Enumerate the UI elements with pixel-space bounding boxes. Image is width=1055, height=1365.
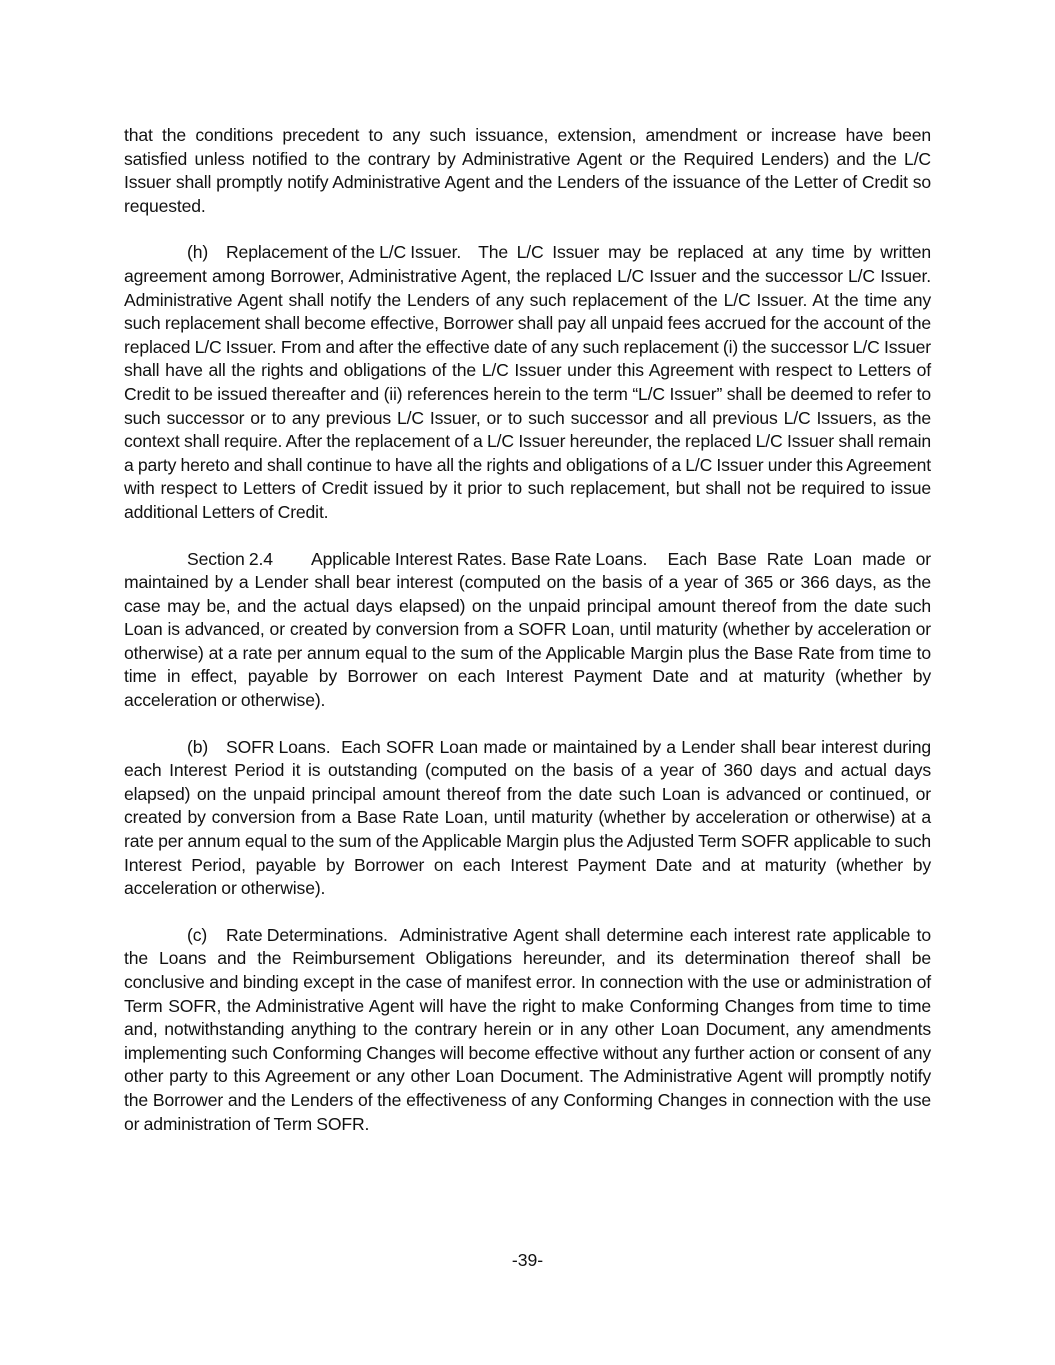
paragraph-text: Administrative Agent shall determine each interest rate applicable to the Loans and the Reimbursement Obligations hereunder, and its determination thereof shall be conclusive and binding except in the case of manifest error. In connection with the use or administration of Term SOFR, the Administrative Agent will have the right to make Conforming Changes from time to time and, notwithstanding anything to the contrary herein or in any other Loan Document, any amendments implementing such Conforming Changes will become effective without any further action or consent of any other party to this Agreement or any other Loan Document. The Administrative Agent will promptly notify the Borrower and the Lenders of the effectiveness of any Conforming Changes in connection with the use or administration of Term SOFR.: [124, 924, 931, 1134]
paragraph-sofr-loans: [124, 736, 931, 901]
document-page: [124, 124, 931, 1159]
paragraph-text: Each SOFR Loan made or maintained by a Lender shall bear interest during each Interest Period it is outstanding (computed on the basis of a year of 360 days and actual days elapsed) on the unpaid principal amount thereof from the date such Loan is advanced or continued, or created by conversion from a Base Rate Loan, until maturity (whether by acceleration or otherwise) at a rate per annum equal to the sum of the Applicable Margin plus the Adjusted Term SOFR applicable to such Interest Period, payable by Borrower on each Interest Payment Date and at maturity (whether by acceleration or otherwise).: [124, 736, 931, 899]
paragraph-heading: Rate Determinations.: [226, 924, 388, 945]
paragraph-replacement-of-lc-issuer: [124, 241, 931, 524]
paragraph-text: that the conditions precedent to any such issuance, extension, amendment or increase have been satisfied unless notified to the contrary by Administrative Agent or the Required Lenders) and the L/C Issuer shall promptly notify Administrative Agent and the Lenders of the issuance of the Letter of Credit so requested.: [124, 125, 931, 216]
paragraph-heading: SOFR Loans.: [226, 736, 331, 757]
paragraph-text: The L/C Issuer may be replaced at any time by written agreement among Borrower, Administrative Agent, the replaced L/C Issuer and the successor L/C Issuer. Administrative Agent shall notify the Lenders of any such replacement of the L/C Issuer. At the time any such replacement shall become effective, Borrower shall pay all unpaid fees accrued for the account of the replaced L/C Issuer. From and after the effective date of any such replacement (i) the successor L/C Issuer shall have all the rights and obligations of the L/C Issuer under this Agreement with respect to Letters of Credit to be issued thereafter and (ii) references herein to the term “L/C Issuer” shall be deemed to refer to such successor or to any previous L/C Issuer, or to such successor and all previous L/C Issuers, as the context shall require. After the replacement of a L/C Issuer hereunder, the replaced L/C Issuer shall remain a party hereto and shall continue to have all the rights and obligations of a L/C Issuer under this Agreement with respect to Letters of Credit issued by it prior to such replacement, but shall not be required to issue additional Letters of Credit.: [124, 242, 931, 522]
paragraph-heading: Replacement of the L/C Issuer.: [226, 242, 462, 263]
section-label: Section 2.4: [187, 548, 273, 569]
paragraph-label: (h): [187, 242, 209, 263]
paragraph-text: Each Base Rate Loan made or maintained by a Lender shall bear interest (computed on the basis of a year of 365 or 366 days, as the case may be, and the actual days elapsed) on the unpaid principal amount thereof from the date such Loan is advanced, or created by conversion from a SOFR Loan, until maturity (whether by acceleration or otherwise) at a rate per annum equal to the sum of the Applicable Margin plus the Base Rate from time to time in effect, payable by Borrower on each Interest Payment Date and at maturity (whether by acceleration or otherwise).: [124, 548, 931, 711]
paragraph-label: (b): [187, 736, 209, 757]
section-heading: Applicable Interest Rates. Base Rate Loans.: [311, 548, 648, 569]
paragraph-label: (c): [187, 924, 208, 945]
paragraph-rate-determinations: [124, 924, 931, 1136]
paragraph-continuation: [124, 124, 931, 218]
section-2-4-applicable-interest-rates: [124, 548, 931, 713]
page-number: -39-: [511, 1250, 544, 1270]
